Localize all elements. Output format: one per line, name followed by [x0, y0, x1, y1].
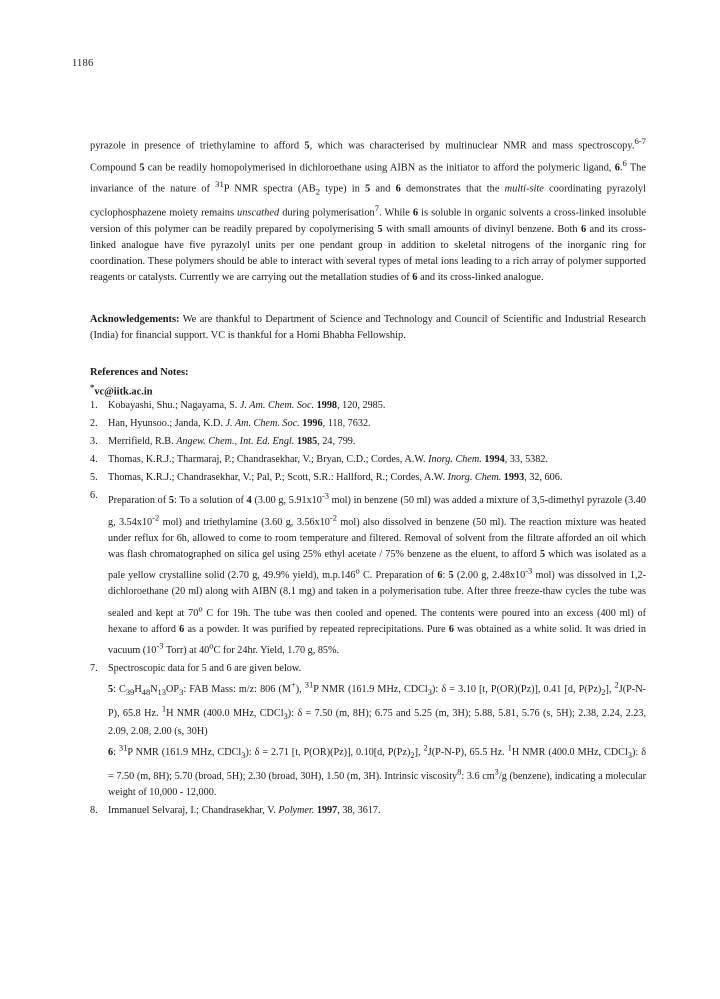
page-number: 1186 [72, 58, 94, 69]
compound-ref: 6 [395, 183, 401, 195]
reference-item: 5. Thomas, K.R.J.; Chandrasekhar, V.; Pal, P.; Scott, S.R.: Hallford, R.; Cordes, A.W. Inorg. Chem. 1993, 32, 606. [90, 472, 563, 483]
citation: 7 [374, 203, 380, 214]
acknowledgements: Acknowledgements: We are thankful to Department of Science and Technology and Council of Scientific and Industrial Research (India) for financial support. VC is thankful for a Homi Bhabha Fellowship. [90, 314, 646, 342]
compound-ref: 5 [304, 140, 310, 152]
author-email: *vc@iitk.ac.in [90, 382, 153, 398]
reference-item: 1. Kobayashi, Shu.; Nagayama, S. J. Am. Chem. Soc. 1998, 120, 2985. [90, 400, 386, 411]
compound-ref: 5 [377, 223, 383, 235]
compound-ref: 6 [412, 272, 418, 284]
references-heading: References and Notes: [90, 367, 189, 378]
reference-item: 7. Spectroscopic data for 5 and 6 are given below. 5: $C_{39}H_{48}N_{13}OP_3$: FAB Mass: m/z: 806 (M+), $^{31}$P NMR (161.9 MHz, CDCl$_3$): δ = 3.10 [t, P(OR)(Pz)], 0.41 [d, $P(Pz)_2$], $^2$J(P-N-P), 65.8 Hz. $^1$H NMR (400.0 MHz, CDCl$_3$): δ = 7.50 (m, 8H); 6.75 and 5.25 (m, 3H); 5.88, 5.81, 5.76 (s, 5H); 2.38, 2.24, 2.23, 2.09, 2.08, 2.00 (s, 30H) 6: $^{31}$P NMR (161.9 MHz, CDCl$_3$): δ = 2.71 [t, P(OR)(Pz)], 0.10[d, $P(Pz)_2$], $^2$J(P-N-P), 65.5 Hz. $^1$H NMR (400.0 MHz, CDCl$_3$): δ = 7.50 (m, 8H); 5.70 (broad, 5H); 2.30 (broad, 30H), 1.50 (m, 3H). Intrinsic viscosity$^8$: 3.6 $cm^3/g$ (benzene), indicating a molecular weight of 10,000 - 12,000. [90, 662, 647, 798]
citation: 6-7 [634, 136, 646, 146]
compound-ref: 6 [614, 162, 620, 174]
acknowledgements-heading: Acknowledgements: [90, 314, 180, 325]
compound-ref: 5 [139, 162, 145, 174]
compound-ref: 5 [365, 183, 371, 195]
reference-item: 6. Preparation of 5: To a solution of 4 (3.00 g, $5.91x10^{-3}$ mol) in benzene (50 ml) was added a mixture of 3,5-dimethyl pyrazole (3.40 g, $3.54x10^{-2}$ mol) and triethylamine (3.60 g, $3.56x10^{-2}$ mol) also dissolved in benzene (50 ml). The reaction mixture was heated under reflux for 6h, allowed to come to room temperature and filtered. Removal of solvent from the filtrate afforded an oil which was flash chromatographed on silica gel using 25% ethyl acetate / 75% benzene as the eluent, to afford 5 which was isolated as a pale yellow crystalline solid (2.70 g, 49.9% yield), m.p.146$^o$ C. Preparation of 6: 5 (2.00 g, $2.48x10^{-3}$ mol) was dissolved in 1,2-dichloroethane (20 ml) along with AIBN (8.1 mg) and taken in a polymerisation tube. After three freeze-thaw cycles the tube was sealed and kept at 70$^o$ C for 19h. The tube was then cooled and opened. The contents were poured into an excess (400 ml) of hexane to afford 6 as a powder. It was purified by repeated reprecipitations. Pure 6 was obtained as a white solid. It was dried in vacuum ($10^{-3}$ Torr) at 40$^o$C for 24hr. Yield, 1.70 g, 85%. [90, 490, 647, 656]
reference-item: 4. Thomas, K.R.J.; Tharmaraj, P.; Chandrasekhar, V.; Bryan, C.D.; Cordes, A.W. Inorg. Chem. 1994, 33, 5382. [90, 454, 548, 465]
reference-list [90, 398, 646, 821]
compound-ref: 6 [580, 223, 587, 235]
citation: 6 [622, 157, 627, 168]
reference-item: 8. Immanuel Selvaraj, I.; Chandrasekhar, V. Polymer. 1997, 38, 3617. [90, 804, 381, 816]
reference-item: 2. Han, Hyunsoo.; Janda, K.D. J. Am. Chem. Soc. 1996, 118, 7632. [90, 418, 371, 429]
compound-ref: 6 [412, 207, 419, 219]
reference-item: 3. Merrifield, R.B. Angew. Chem., Int. Ed. Engl. 1985, 24, 799. [90, 436, 356, 447]
body-paragraph: pyrazole in presence of triethylamine to afford 5, which was characterised by multinuclear NMR and mass spectroscopy.$^{6-7}$ Compound 5 can be readily homopolymerised in dichloroethane using AIBN as the initiator to afford the polymeric ligand, 6.$^6$ The invariance of the nature of $^{31}$P NMR spectra ($AB_2$ type) in 5 and 6 demonstrates that the multi-site coordinating pyrazolyl cyclophosphazene moiety remains unscathed during polymerisation$^7$. While 6 is soluble in organic solvents a cross-linked insoluble version of this polymer can be readily prepared by copolymerising 5 with small amounts of divinyl benzene. Both 6 and its cross-linked analogue have five pyrazolyl units per one pendant group in addition to skeletal nitrogens of the inorganic ring for coordination. These polymers should be able to interact with several types of metal ions leading to a rich array of polymer supported reagents or catalysts. Currently we are carrying out the metallation studies of 6 and its cross-linked analogue. [90, 136, 647, 284]
